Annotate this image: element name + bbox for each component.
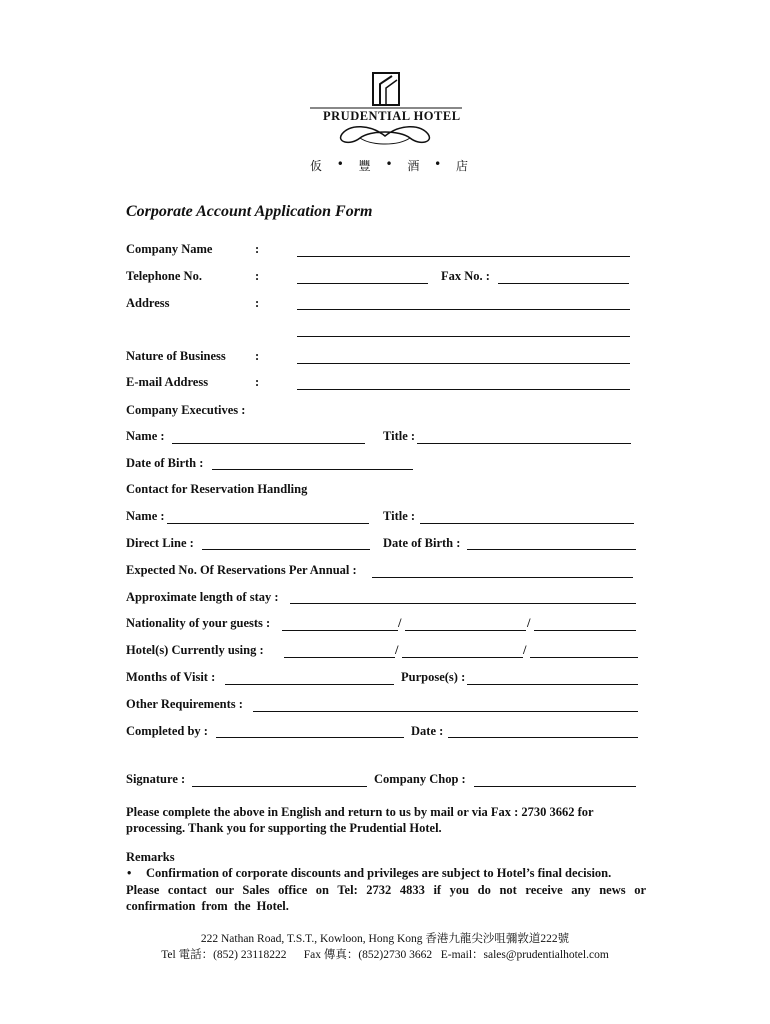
nature-field[interactable]	[297, 363, 630, 364]
nationality-field-1[interactable]	[282, 630, 398, 631]
stay-field[interactable]	[290, 603, 636, 604]
exec-name-field[interactable]	[172, 443, 365, 444]
contact-dob-label: Date of Birth :	[383, 536, 461, 550]
chinese-char: 仮	[310, 159, 325, 173]
other-field[interactable]	[253, 711, 638, 712]
expected-field[interactable]	[372, 577, 633, 578]
chinese-dot: •	[434, 157, 444, 171]
contact-name-field[interactable]	[167, 523, 369, 524]
remark-contact: Please contact our Sales office on Tel: 2732 4833 if you do not receive any news or confirmation from the Hotel.	[126, 883, 646, 913]
chinese-char: 豐	[358, 159, 373, 173]
exec-dob-label: Date of Birth :	[126, 456, 204, 470]
colon: :	[255, 269, 260, 283]
telephone-label: Telephone No.	[126, 269, 202, 283]
address-field-1[interactable]	[297, 309, 630, 310]
contact-name-label: Name :	[126, 509, 165, 523]
logo-flourish	[310, 122, 460, 155]
bullet-icon: •	[127, 866, 132, 880]
fax-label: Fax No. :	[441, 269, 490, 283]
hotels-field-1[interactable]	[284, 657, 395, 658]
purposes-label: Purpose(s) :	[401, 670, 466, 684]
date-label: Date :	[411, 724, 444, 738]
slash: /	[527, 616, 531, 630]
purposes-field[interactable]	[467, 684, 638, 685]
remarks-heading: Remarks	[126, 850, 175, 864]
completed-by-label: Completed by :	[126, 724, 208, 738]
email-label: E-mail Address	[126, 375, 209, 389]
form-title: Corporate Account Application Form	[126, 203, 373, 220]
exec-name-label: Name :	[126, 429, 165, 443]
nationality-field-3[interactable]	[534, 630, 636, 631]
chinese-char: 店	[455, 159, 470, 173]
hotels-label: Hotel(s) Currently using :	[126, 643, 264, 657]
signature-field[interactable]	[192, 786, 367, 787]
footer-contact: Tel 電話：(852) 23118222 Fax 傳真：(852)2730 3662 E-mail：sales@prudentialhotel.com	[161, 949, 609, 961]
chinese-hotel-name	[310, 157, 470, 174]
colon: :	[255, 242, 260, 256]
chinese-char: 酒	[407, 159, 422, 173]
address-label: Address	[126, 296, 170, 310]
footer-address: 222 Nathan Road, T.S.T., Kowloon, Hong Kong 香港九龍尖沙咀彌敦道222號	[200, 933, 570, 945]
chop-field[interactable]	[474, 786, 636, 787]
stay-label: Approximate length of stay :	[126, 590, 279, 604]
contact-title-label: Title :	[383, 509, 416, 523]
flourish-icon	[310, 122, 460, 150]
contact-dob-field[interactable]	[467, 549, 636, 550]
email-field[interactable]	[297, 389, 630, 390]
months-label: Months of Visit :	[126, 670, 216, 684]
completed-by-field[interactable]	[216, 737, 404, 738]
executives-heading: Company Executives :	[126, 403, 246, 417]
chinese-dot: •	[336, 157, 346, 171]
fax-field[interactable]	[498, 283, 629, 284]
chop-label: Company Chop :	[374, 772, 466, 786]
company-name-label: Company Name	[126, 242, 213, 256]
colon: :	[255, 296, 260, 310]
exec-dob-field[interactable]	[212, 469, 413, 470]
hotels-field-2[interactable]	[402, 657, 523, 658]
hotels-field-3[interactable]	[530, 657, 638, 658]
date-field[interactable]	[448, 737, 638, 738]
direct-line-label: Direct Line :	[126, 536, 194, 550]
other-label: Other Requirements :	[126, 697, 243, 711]
instructions: Please complete the above in English and return to us by mail or via Fax : 2730 3662 for processing. Thank you for supporting the Prudential Hotel.	[126, 805, 594, 835]
contact-title-field[interactable]	[420, 523, 634, 524]
expected-label: Expected No. Of Reservations Per Annual :	[126, 563, 357, 577]
contact-heading: Contact for Reservation Handling	[126, 482, 308, 496]
exec-title-label: Title :	[383, 429, 416, 443]
slash: /	[398, 616, 402, 630]
hotel-name: PRUDENTIAL HOTEL	[323, 109, 461, 123]
months-field[interactable]	[225, 684, 394, 685]
direct-line-field[interactable]	[202, 549, 370, 550]
slash: /	[395, 643, 399, 657]
nature-label: Nature of Business	[126, 349, 226, 363]
nationality-field-2[interactable]	[405, 630, 526, 631]
exec-title-field[interactable]	[417, 443, 631, 444]
chinese-dot: •	[385, 157, 395, 171]
nationality-label: Nationality of your guests :	[126, 616, 271, 630]
company-name-field[interactable]	[297, 256, 630, 257]
address-field-2[interactable]	[297, 336, 630, 337]
remark-item: Confirmation of corporate discounts and privileges are subject to Hotel’s final decision.	[146, 866, 612, 880]
telephone-field[interactable]	[297, 283, 428, 284]
signature-label: Signature :	[126, 772, 186, 786]
slash: /	[523, 643, 527, 657]
colon: :	[255, 375, 260, 389]
colon: :	[255, 349, 260, 363]
